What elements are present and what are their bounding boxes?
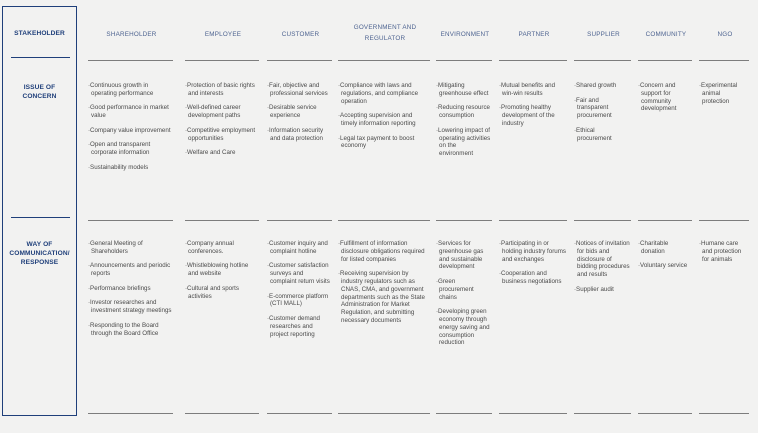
- response-item: ·Customer demand researches and project reporting: [267, 314, 320, 338]
- row-divider: [11, 57, 70, 58]
- response-item: ·Whistleblowing hotline and website: [185, 262, 249, 278]
- header-divider: [338, 60, 430, 61]
- response-cell-ngo: [699, 240, 748, 263]
- response-item: ·General Meeting of Shareholders: [88, 240, 143, 255]
- row-divider: [11, 217, 70, 218]
- bottom-divider: [338, 413, 430, 414]
- column-header-environment: ENVIRONMENT: [440, 31, 490, 38]
- response-item: ·Customer inquiry and complaint hotline: [267, 240, 328, 255]
- response-item: ·Cultural and sports activities: [185, 284, 239, 300]
- issue-item: ·Fair and transparent procurement: [574, 96, 612, 120]
- response-item: ·Green procurement chains: [436, 277, 474, 301]
- header-divider: [574, 60, 631, 61]
- issue-cell-employee: [185, 82, 258, 157]
- column-header-supplier: SUPPLIER: [587, 31, 620, 38]
- response-item: ·Participating in or holding industry forums and exchanges: [499, 240, 566, 263]
- row-label-issue-of-concern: ISSUE OF CONCERN: [22, 84, 57, 100]
- response-item: ·Receiving supervision by industry regulators such as CNAS, CMA, and government departments such as the State Administration for Market Regulation, and submitting necessary documents: [338, 270, 425, 324]
- issue-cell-community: [638, 82, 691, 113]
- issue-cell-customer: [267, 82, 331, 142]
- issue-item: ·Experimental animal protection: [699, 82, 738, 105]
- response-item: ·Responding to the Board through the Board Office: [88, 321, 159, 337]
- response-item: ·E-commerce platform (CTI MALL): [267, 292, 329, 308]
- bottom-divider: [436, 413, 492, 414]
- stakeholder-label-panel: [2, 6, 77, 416]
- issue-item: ·Mitigating greenhouse effect: [436, 82, 489, 97]
- column-header-ngo: NGO: [717, 31, 733, 38]
- response-item: ·Charitable donation: [638, 240, 669, 255]
- issue-item: ·Well-defined career development paths: [185, 104, 241, 120]
- issue-item: ·Ethical procurement: [574, 126, 612, 142]
- issue-divider: [574, 220, 631, 221]
- response-item: ·Humane care and protection for animals: [699, 240, 742, 263]
- issue-item: ·Competitive employment opportunities: [185, 126, 256, 142]
- issue-cell-ngo: [699, 82, 748, 105]
- bottom-divider: [499, 413, 567, 414]
- bottom-divider: [88, 413, 173, 414]
- issue-item: ·Desirable service experience: [267, 104, 317, 120]
- response-cell-partner: [499, 240, 566, 286]
- issue-item: ·Legal tax payment to boost economy: [338, 134, 415, 150]
- issue-divider: [499, 220, 567, 221]
- response-item: ·Services for greenhouse gas and sustainable development: [436, 240, 484, 271]
- issue-item: ·Compliance with laws and regulations, and compliance operation: [338, 82, 419, 105]
- column-header-government-and-regulator: GOVERNMENT AND REGULATOR: [353, 24, 417, 42]
- response-item: ·Investor researches and investment strategy meetings: [88, 299, 172, 315]
- response-item: ·Fulfillment of information disclosure obligations required for listed companies: [338, 240, 425, 263]
- response-cell-community: [638, 240, 691, 270]
- issue-cell-government-and-regulator: [338, 82, 429, 150]
- header-divider: [499, 60, 567, 61]
- issue-item: ·Mutual benefits and win-win results: [499, 82, 556, 97]
- issue-divider: [699, 220, 749, 221]
- header-divider: [638, 60, 692, 61]
- response-item: ·Developing green economy through energy saving and consumption reduction: [436, 308, 490, 347]
- row-label-stakeholder: STAKEHOLDER: [14, 30, 65, 37]
- response-cell-government-and-regulator: [338, 240, 429, 325]
- issue-item: ·Fair, objective and professional services: [267, 82, 328, 97]
- response-cell-supplier: [574, 240, 630, 294]
- issue-divider: [185, 220, 259, 221]
- issue-item: ·Lowering impact of operating activities on the environment: [436, 126, 491, 158]
- column-header-employee: EMPLOYEE: [204, 31, 242, 38]
- response-item: ·Performance briefings: [88, 284, 151, 292]
- bottom-divider: [574, 413, 631, 414]
- header-divider: [185, 60, 259, 61]
- issue-item: ·Promoting healthy development of the industry: [499, 104, 555, 127]
- issue-item: ·Sustainability models: [88, 163, 149, 171]
- issue-cell-supplier: [574, 82, 630, 142]
- issue-item: ·Shared growth: [574, 82, 617, 89]
- response-item: ·Notices of invitation for bids and disclosure of bidding procedures and results: [574, 240, 630, 279]
- header-divider: [436, 60, 492, 61]
- response-item: ·Voluntary service: [638, 262, 688, 270]
- bottom-divider: [699, 413, 749, 414]
- response-cell-customer: [267, 240, 331, 338]
- issue-item: ·Good performance in market value: [88, 104, 169, 120]
- column-header-community: COMMUNITY: [645, 31, 687, 38]
- issue-cell-environment: [436, 82, 491, 158]
- bottom-divider: [638, 413, 692, 414]
- issue-item: ·Reducing resource consumption: [436, 104, 490, 120]
- issue-item: ·Concern and support for community development: [638, 82, 677, 113]
- bottom-divider: [267, 413, 332, 414]
- issue-item: ·Continuous growth in operating performance: [88, 82, 154, 97]
- header-divider: [699, 60, 749, 61]
- issue-divider: [436, 220, 492, 221]
- header-divider: [267, 60, 332, 61]
- issue-item: ·Company value improvement: [88, 126, 171, 134]
- issue-item: ·Welfare and Care: [185, 149, 236, 157]
- issue-item: ·Protection of basic rights and interests: [185, 82, 255, 97]
- issue-item: ·Accepting supervision and timely information reporting: [338, 112, 416, 127]
- issue-divider: [267, 220, 332, 221]
- response-cell-employee: [185, 240, 258, 300]
- response-item: ·Customer satisfaction surveys and complaint return visits: [267, 262, 330, 285]
- issue-divider: [88, 220, 173, 221]
- issue-divider: [338, 220, 430, 221]
- issue-cell-partner: [499, 82, 566, 128]
- column-header-partner: PARTNER: [518, 31, 550, 38]
- issue-item: ·Open and transparent corporate information: [88, 141, 151, 157]
- response-item: ·Company annual conferences.: [185, 240, 234, 255]
- bottom-divider: [185, 413, 259, 414]
- response-cell-environment: [436, 240, 491, 347]
- response-item: ·Cooperation and business negotiations: [499, 270, 562, 285]
- response-item: ·Supplier audit: [574, 285, 614, 293]
- header-divider: [88, 60, 173, 61]
- issue-cell-shareholder: [88, 82, 172, 172]
- response-item: ·Announcements and periodic reports: [88, 262, 171, 278]
- response-cell-shareholder: [88, 240, 172, 337]
- column-header-customer: CUSTOMER: [281, 31, 320, 38]
- issue-divider: [638, 220, 692, 221]
- column-header-shareholder: SHAREHOLDER: [106, 31, 157, 38]
- row-label-way-of-communication: WAY OF COMMUNICATION/ RESPONSE: [9, 241, 70, 266]
- issue-item: ·Information security and data protection: [267, 126, 324, 142]
